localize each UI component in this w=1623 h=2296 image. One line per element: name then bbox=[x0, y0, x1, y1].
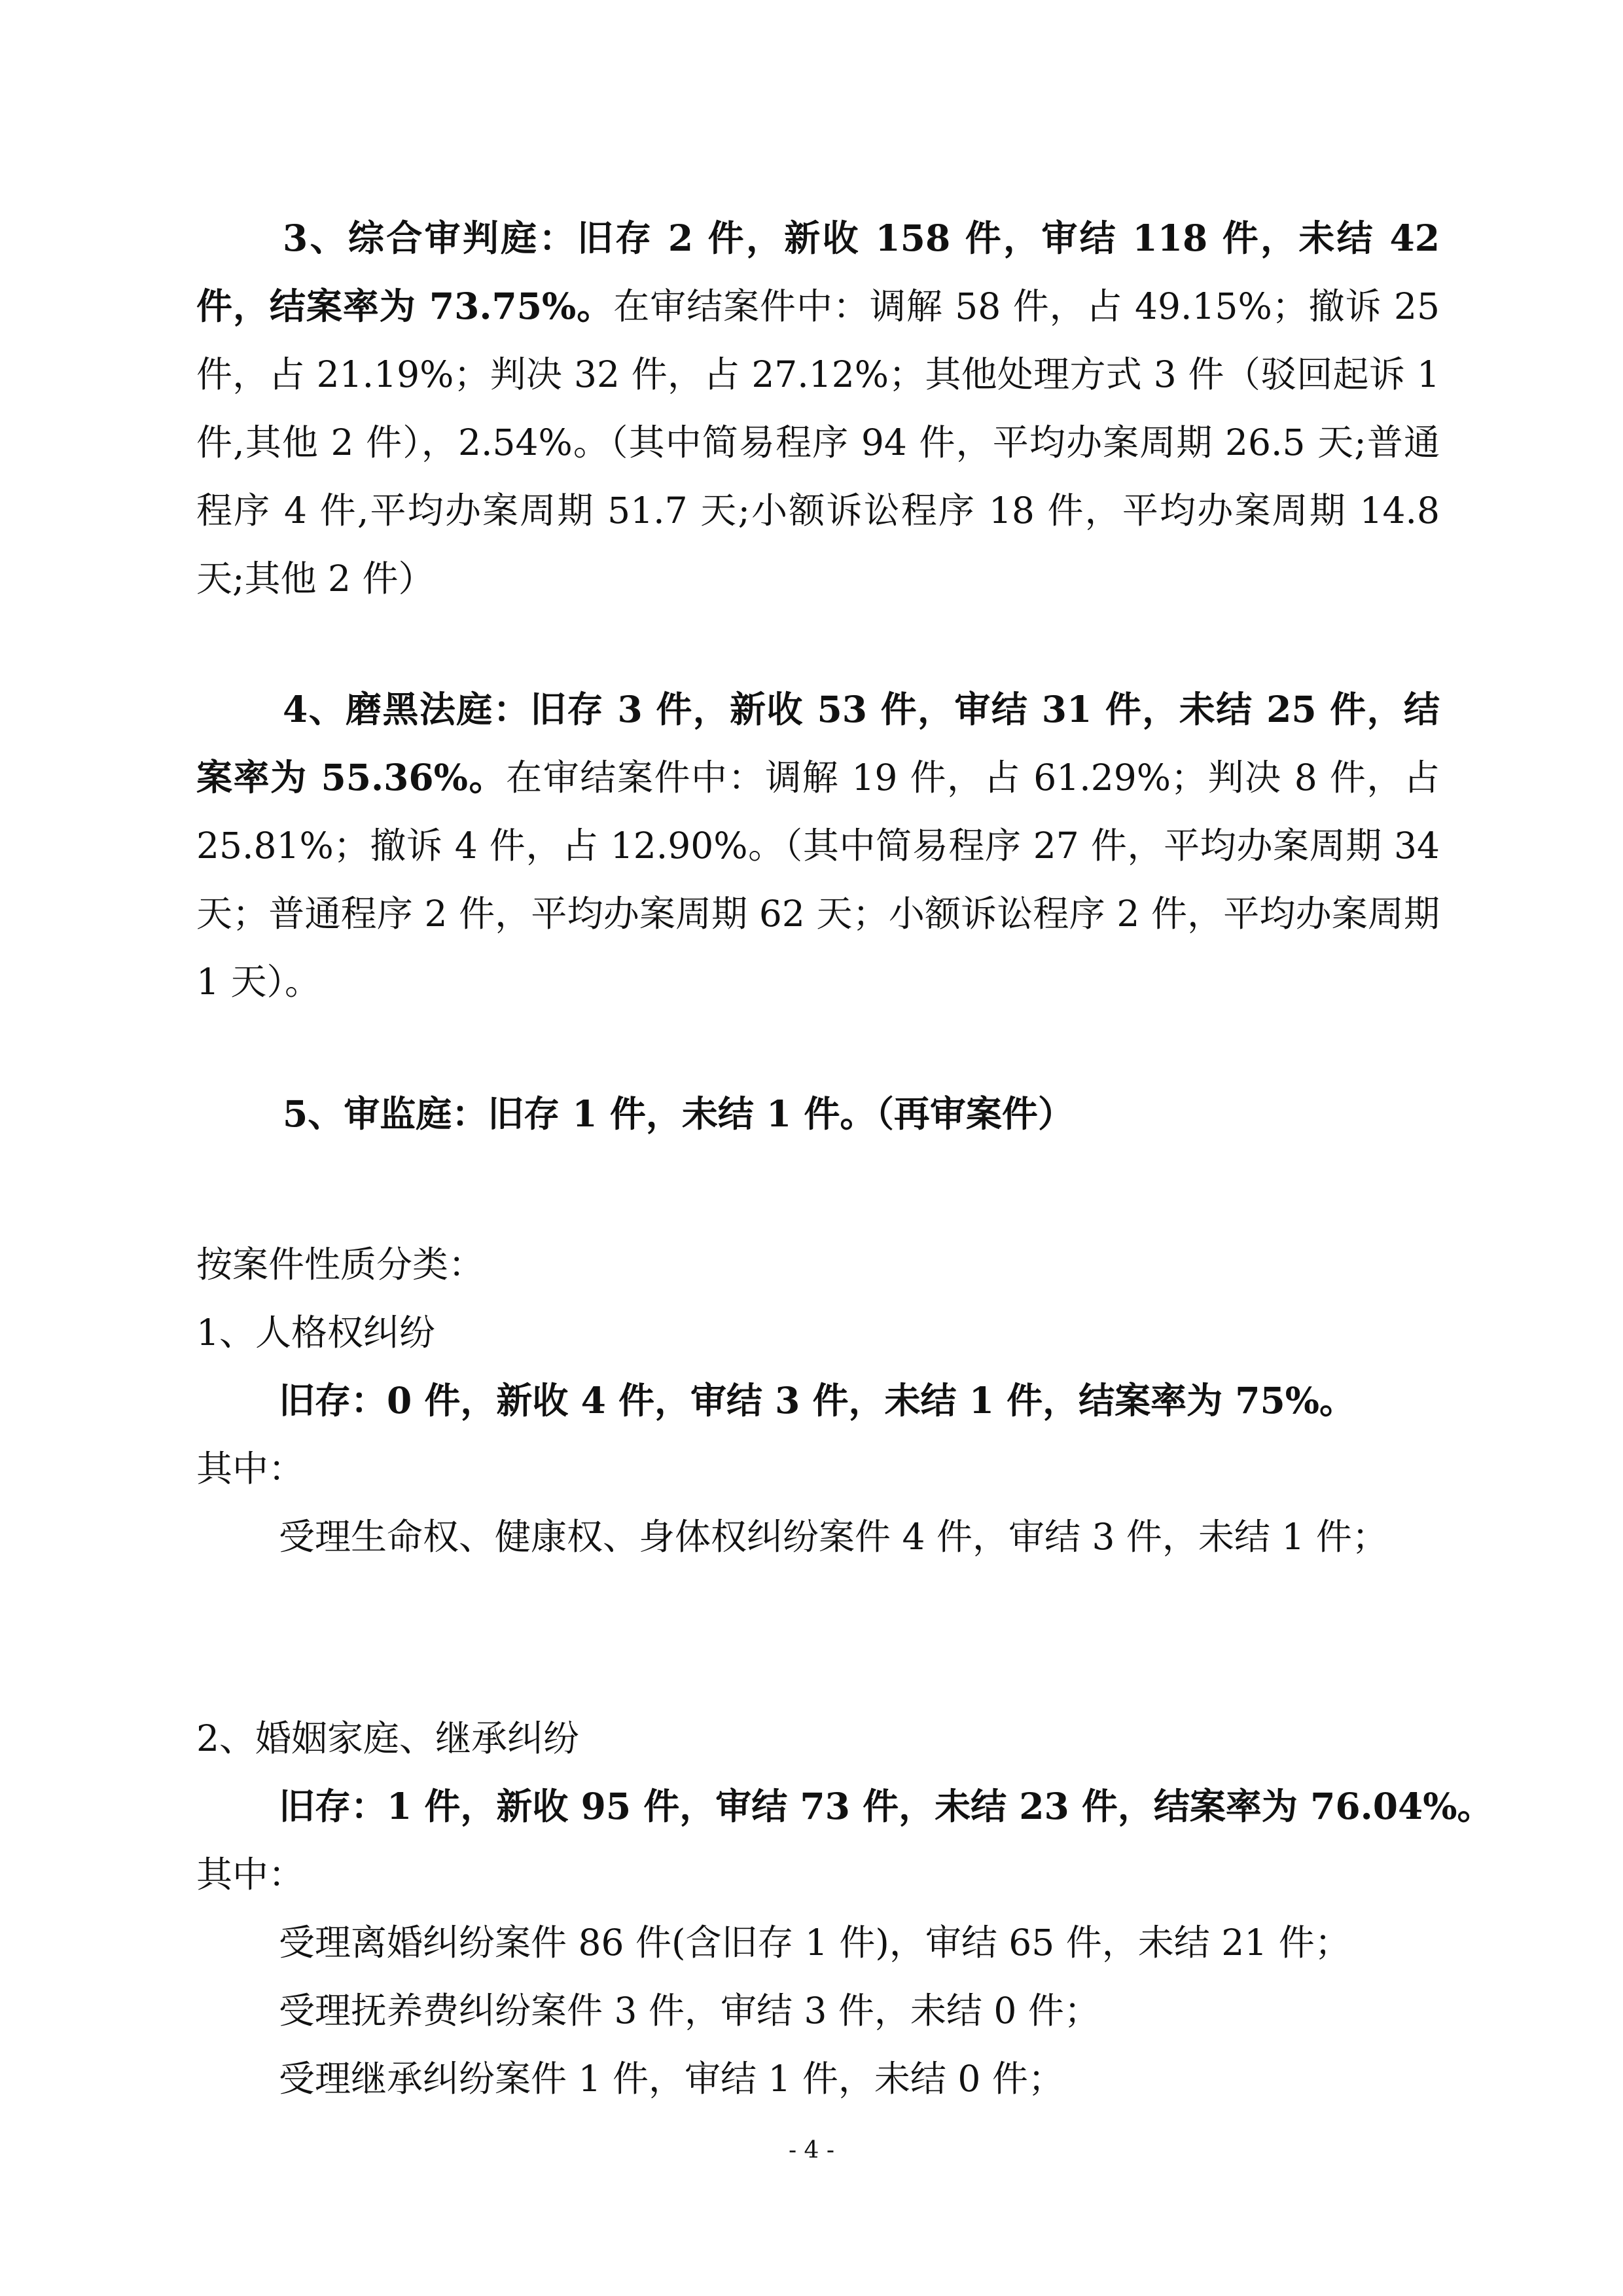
category-1-among: 其中： bbox=[196, 1448, 305, 1490]
category-2-item: 受理抚养费纠纷案件 3 件，审结 3 件，未结 0 件； bbox=[279, 1990, 1100, 2032]
category-2-item: 受理继承纠纷案件 1 件，审结 1 件，未结 0 件； bbox=[279, 2058, 1064, 2100]
category-2-among: 其中： bbox=[196, 1854, 305, 1895]
section-5-paragraph bbox=[196, 1080, 1440, 1148]
section-4-paragraph bbox=[196, 675, 1440, 1016]
category-1-summary: 旧存：0 件，新收 4 件，审结 3 件，未结 1 件，结案率为 75%。 bbox=[279, 1379, 1356, 1422]
section-3-details: 在审结案件中：调解 58 件，占 49.15%；撤诉 25 件，占 21.19%；判决 32 件，占 27.12%；其他处理方式 3 件（驳回起诉 1 件,其他 2 件），2.54%。（其中简易程序 94 件，平均办案周期 26.5 天;普通程序 4 件,平均办案周期 51.7 天;小额诉讼程序 18 件，平均办案周期 14.8 天;其他 2 件） bbox=[196, 285, 1440, 600]
section-5-summary: 5、审监庭：旧存 1 件，未结 1 件。（再审案件） bbox=[283, 1092, 1074, 1135]
section-3-paragraph bbox=[196, 204, 1440, 613]
category-1-title: 1、人格权纠纷 bbox=[196, 1312, 435, 1354]
classification-heading: 按案件性质分类： bbox=[196, 1244, 485, 1285]
category-1-item: 受理生命权、健康权、身体权纠纷案件 4 件，审结 3 件，未结 1 件； bbox=[279, 1516, 1388, 1558]
section-4-details: 在审结案件中：调解 19 件，占 61.29%；判决 8 件，占 25.81%；撤诉 4 件，占 12.90%。（其中简易程序 27 件，平均办案周期 34 天；普通程序 2 件，平均办案周期 62 天；小额诉讼程序 2 件，平均办案周期 1 天）。 bbox=[196, 757, 1440, 1003]
page-number: - 4 - bbox=[788, 2137, 835, 2164]
section-3-summary: 3、综合审判庭：旧存 2 件，新收 158 件，审结 118 件，未结 42 件，结案率为 73.75%。 bbox=[196, 217, 1440, 327]
category-2-item: 受理离婚纠纷案件 86 件(含旧存 1 件)，审结 65 件，未结 21 件； bbox=[279, 1922, 1351, 1964]
category-2-summary: 旧存：1 件，新收 95 件，审结 73 件，未结 23 件，结案率为 76.04%。 bbox=[279, 1785, 1493, 1827]
category-2-title: 2、婚姻家庭、继承纠纷 bbox=[196, 1717, 579, 1759]
section-4-summary: 4、磨黑法庭：旧存 3 件，新收 53 件，审结 31 件，未结 25 件，结案率为 55.36%。 bbox=[196, 688, 1440, 798]
